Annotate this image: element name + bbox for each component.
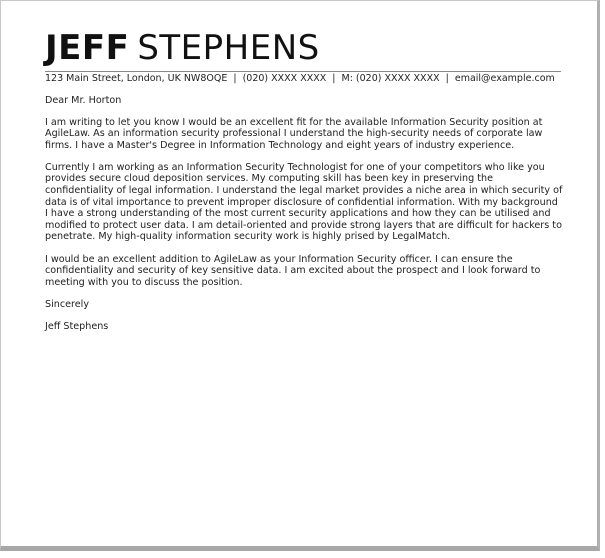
paragraph-experience: Currently I am working as an Information Security Technologist for one of your competitors who like you provides secure cloud deposition services. My computing skill has been key in preserving the confidentiality of legal information. I understand the legal market provides a niche area in which security of data is of vital importance to prevent improper disclosure of confidential information. With my background I have a strong understanding of the most current security applications and how they can be utilised and modified to protect user data. I am detail-oriented and provide strong layers that are difficult for hackers to penetrate. My high-quality information security work is highly prised by LegalMatch. <box>45 161 563 243</box>
paragraph-conclusion: I would be an excellent addition to AgileLaw as your Information Security officer. I can ensure the confidentiality and security of key sensitive data. I am excited about the prospect and I look forward to meeting with you to discuss the position. <box>45 253 541 288</box>
first-name: JEFF <box>45 28 130 68</box>
contact-separator: | <box>233 73 237 84</box>
applicant-name <box>45 28 320 68</box>
paragraph-intro: I am writing to let you know I would be an excellent fit for the available Information Security position at AgileLaw. As an information security professional I understand the high-security needs of corporate law firms. I have a Master's Degree in Information Technology and eight years of industry experience. <box>45 116 543 151</box>
last-name: STEPHENS <box>137 28 320 68</box>
closing: Sincerely <box>45 298 89 310</box>
contact-email: email@example.com <box>454 73 555 84</box>
contact-mobile: M: (020) XXXX XXXX <box>341 73 440 84</box>
contact-phone: (020) XXXX XXXX <box>242 73 327 84</box>
contact-separator: | <box>332 73 336 84</box>
contact-separator: | <box>445 73 449 84</box>
salutation: Dear Mr. Horton <box>45 95 122 106</box>
contact-line <box>45 71 561 85</box>
letter-body <box>45 95 563 343</box>
contact-address: 123 Main Street, London, UK NW8OQE <box>45 73 228 84</box>
signature-name: Jeff Stephens <box>45 320 109 332</box>
